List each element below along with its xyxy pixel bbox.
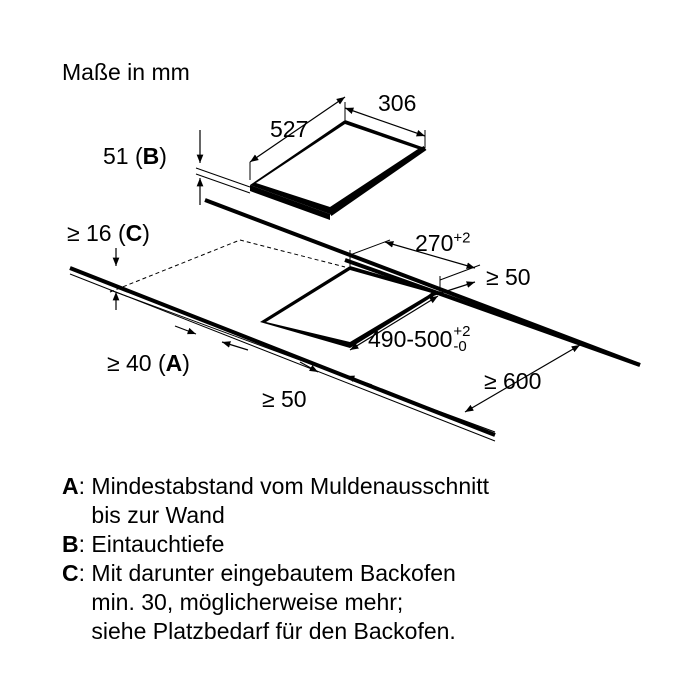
dim-cutout-width-label: 490-500 +2 -0 <box>368 323 471 355</box>
dim-front-gap-label: ≥ 16 (C) <box>67 220 150 246</box>
page-title: Maße in mm <box>62 59 190 85</box>
dim-min-wall-label: ≥ 40 (A) <box>107 350 190 376</box>
legend <box>62 472 489 646</box>
dim-right-gap-label: ≥ 50 <box>486 264 531 290</box>
dim-width-label: 527 <box>270 116 309 142</box>
dim-embed-label: 51 (B) <box>103 143 167 169</box>
dim-cutout-depth-label: $270^{+2}$ <box>415 229 471 256</box>
legend-item-c: C : Mit darunter eingebautem Backofen min. 30, möglicherweise mehr; siehe Platzbedarf für den Backofen. <box>62 560 456 644</box>
embed-depth-dimension <box>196 130 250 205</box>
legend-item-b: B : Eintauchtiefe <box>62 531 225 557</box>
dim-depth-label: 306 <box>378 90 417 116</box>
dim-front-edge-label: ≥ 50 <box>262 386 307 412</box>
worktop-cutout <box>70 240 640 441</box>
dim-counter-depth-label: ≥ 600 <box>484 368 542 394</box>
legend-item-a: A : Mindestabstand vom Muldenausschnitt bis zur Wand <box>62 473 490 528</box>
